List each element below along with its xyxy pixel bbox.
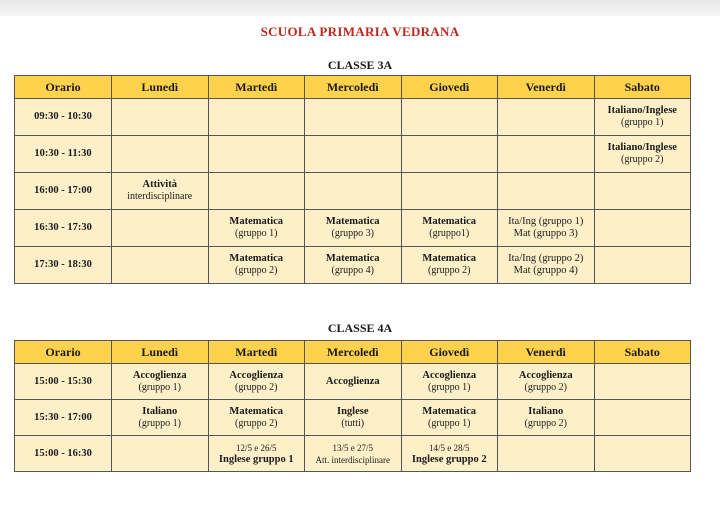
cell-text: Matematica xyxy=(422,253,477,264)
column-header-martedi: Martedì xyxy=(208,341,305,364)
schedule-cell-martedi xyxy=(208,136,305,173)
schedule-cell-giovedi xyxy=(401,210,498,247)
time-slot: 17:30 - 18:30 xyxy=(15,247,112,284)
schedule-cell-giovedi xyxy=(401,136,498,173)
cell-text: (gruppo1) xyxy=(429,228,470,239)
cell-text: (gruppo 1) xyxy=(235,228,278,239)
schedule-cell-lunedi xyxy=(112,210,209,247)
schedule-row xyxy=(15,173,691,210)
document-title: SCUOLA PRIMARIA VEDRANA xyxy=(260,24,460,39)
schedule-cell-mercoledi xyxy=(305,99,402,136)
schedule-table-3a xyxy=(14,75,691,284)
schedule-cell-sabato xyxy=(594,210,691,247)
schedule-row xyxy=(15,247,691,284)
cell-text: Matematica xyxy=(229,405,284,417)
cell-text: (gruppo 3) xyxy=(331,228,374,239)
viewer-top-bar xyxy=(0,0,720,16)
cell-text: Matematica xyxy=(229,216,284,227)
schedule-row xyxy=(15,136,691,173)
schedule-cell-venerdi xyxy=(498,136,595,173)
schedule-cell-sabato xyxy=(594,136,691,173)
cell-text: Attività xyxy=(142,179,177,190)
schedule-row xyxy=(15,99,691,136)
cell-text: interdisciplinare xyxy=(127,191,193,202)
schedule-cell-sabato xyxy=(594,436,691,472)
schedule-cell-sabato xyxy=(594,173,691,210)
schedule-cell-giovedi xyxy=(401,99,498,136)
schedule-cell-giovedi xyxy=(401,400,498,436)
cell-text: Matematica xyxy=(229,253,284,264)
time-slot: 15:30 - 17:00 xyxy=(15,400,112,436)
schedule-cell-venerdi xyxy=(498,99,595,136)
cell-text: Inglese gruppo 1 xyxy=(218,453,294,465)
schedule-cell-mercoledi xyxy=(305,400,402,436)
schedule-cell-venerdi xyxy=(498,400,595,436)
cell-text: Italiano/Inglese xyxy=(607,105,677,116)
cell-text: Matematica xyxy=(325,216,380,227)
schedule-cell-giovedi xyxy=(401,173,498,210)
cell-text: Accoglienza xyxy=(518,369,573,381)
cell-text: 14/5 e 28/5 xyxy=(429,442,470,453)
cell-text: Ita/Ing (gruppo 2) xyxy=(508,253,584,264)
cell-text: (gruppo 2) xyxy=(235,265,278,276)
cell-text: Accoglienza xyxy=(229,369,284,381)
schedule-cell-venerdi xyxy=(498,436,595,472)
column-header-mercoledi: Mercoledì xyxy=(305,76,402,99)
column-header-lunedi: Lunedì xyxy=(112,341,209,364)
cell-text: Inglese gruppo 2 xyxy=(411,453,487,465)
schedule-cell-martedi xyxy=(208,436,305,472)
schedule-cell-sabato xyxy=(594,99,691,136)
schedule-cell-martedi xyxy=(208,173,305,210)
schedule-row xyxy=(15,210,691,247)
schedule-row xyxy=(15,364,691,400)
schedule-cell-martedi xyxy=(208,99,305,136)
schedule-cell-mercoledi xyxy=(305,210,402,247)
schedule-cell-lunedi xyxy=(112,436,209,472)
schedule-cell-lunedi xyxy=(112,247,209,284)
schedule-cell-lunedi xyxy=(112,173,209,210)
schedule-cell-venerdi xyxy=(498,173,595,210)
cell-text: Accoglienza xyxy=(422,369,477,381)
schedule-row xyxy=(15,436,691,472)
cell-text: (gruppo 2) xyxy=(621,154,664,165)
cell-text: Accoglienza xyxy=(132,369,187,381)
schedule-cell-sabato xyxy=(594,400,691,436)
header-row xyxy=(15,76,691,99)
cell-text: (tutti) xyxy=(341,417,365,429)
schedule-cell-martedi xyxy=(208,364,305,400)
schedule-cell-lunedi xyxy=(112,99,209,136)
cell-text: Matematica xyxy=(325,253,380,264)
schedule-cell-martedi xyxy=(208,210,305,247)
column-header-venerdi: Venerdì xyxy=(498,341,595,364)
column-header-martedi: Martedì xyxy=(208,76,305,99)
cell-text: (gruppo 1) xyxy=(621,117,664,128)
schedule-cell-venerdi xyxy=(498,210,595,247)
cell-text: Ita/Ing (gruppo 1) xyxy=(508,216,584,227)
cell-text: Att. interdisciplinare xyxy=(315,454,390,465)
column-header-orario: Orario xyxy=(15,76,112,99)
schedule-cell-venerdi xyxy=(498,364,595,400)
schedule-cell-martedi xyxy=(208,247,305,284)
time-slot: 15:00 - 15:30 xyxy=(15,364,112,400)
schedule-cell-mercoledi xyxy=(305,364,402,400)
time-slot: 16:00 - 17:00 xyxy=(15,173,112,210)
cell-text: (gruppo 2) xyxy=(428,265,471,276)
cell-text: Mat (gruppo 4) xyxy=(513,265,578,276)
schedule-table-4a xyxy=(14,340,691,472)
cell-text: (gruppo 2) xyxy=(524,381,567,393)
time-slot: 16:30 - 17:30 xyxy=(15,210,112,247)
schedule-row xyxy=(15,400,691,436)
schedule-cell-venerdi xyxy=(498,247,595,284)
schedule-cell-mercoledi xyxy=(305,247,402,284)
time-slot: 09:30 - 10:30 xyxy=(15,99,112,136)
schedule-cell-giovedi xyxy=(401,247,498,284)
schedule-cell-lunedi xyxy=(112,400,209,436)
schedule-cell-mercoledi xyxy=(305,136,402,173)
schedule-cell-lunedi xyxy=(112,136,209,173)
cell-text: (gruppo 4) xyxy=(331,265,374,276)
schedule-cell-sabato xyxy=(594,364,691,400)
cell-text: Accoglienza xyxy=(325,375,380,387)
cell-text: Italiano xyxy=(528,405,564,417)
time-slot: 15:00 - 16:30 xyxy=(15,436,112,472)
cell-text: Italiano/Inglese xyxy=(607,142,677,153)
cell-text: Matematica xyxy=(422,216,477,227)
class-3a-title: CLASSE 3A xyxy=(327,58,393,72)
column-header-sabato: Sabato xyxy=(594,76,691,99)
cell-text: 12/5 e 26/5 xyxy=(236,442,277,453)
column-header-sabato: Sabato xyxy=(594,341,691,364)
cell-text: 13/5 e 27/5 xyxy=(332,442,373,453)
time-slot: 10:30 - 11:30 xyxy=(15,136,112,173)
column-header-lunedi: Lunedì xyxy=(112,76,209,99)
column-header-giovedi: Giovedì xyxy=(401,76,498,99)
column-header-mercoledi: Mercoledì xyxy=(305,341,402,364)
cell-text: (gruppo 2) xyxy=(235,417,278,429)
schedule-cell-giovedi xyxy=(401,436,498,472)
header-row xyxy=(15,341,691,364)
cell-text: (gruppo 1) xyxy=(138,417,181,429)
schedule-cell-mercoledi xyxy=(305,436,402,472)
cell-text: Mat (gruppo 3) xyxy=(513,228,578,239)
column-header-giovedi: Giovedì xyxy=(401,341,498,364)
cell-text: (gruppo 1) xyxy=(138,381,181,393)
cell-text: (gruppo 1) xyxy=(428,417,471,429)
cell-text: Inglese xyxy=(337,405,369,417)
schedule-cell-mercoledi xyxy=(305,173,402,210)
class-4a-title: CLASSE 4A xyxy=(327,321,393,335)
cell-text: Matematica xyxy=(422,405,477,417)
schedule-cell-lunedi xyxy=(112,364,209,400)
cell-text: (gruppo 2) xyxy=(235,381,278,393)
schedule-cell-sabato xyxy=(594,247,691,284)
schedule-cell-martedi xyxy=(208,400,305,436)
cell-text: (gruppo 2) xyxy=(524,417,567,429)
cell-text: (gruppo 1) xyxy=(428,381,471,393)
column-header-orario: Orario xyxy=(15,341,112,364)
cell-text: Italiano xyxy=(142,405,178,417)
column-header-venerdi: Venerdì xyxy=(498,76,595,99)
schedule-cell-giovedi xyxy=(401,364,498,400)
